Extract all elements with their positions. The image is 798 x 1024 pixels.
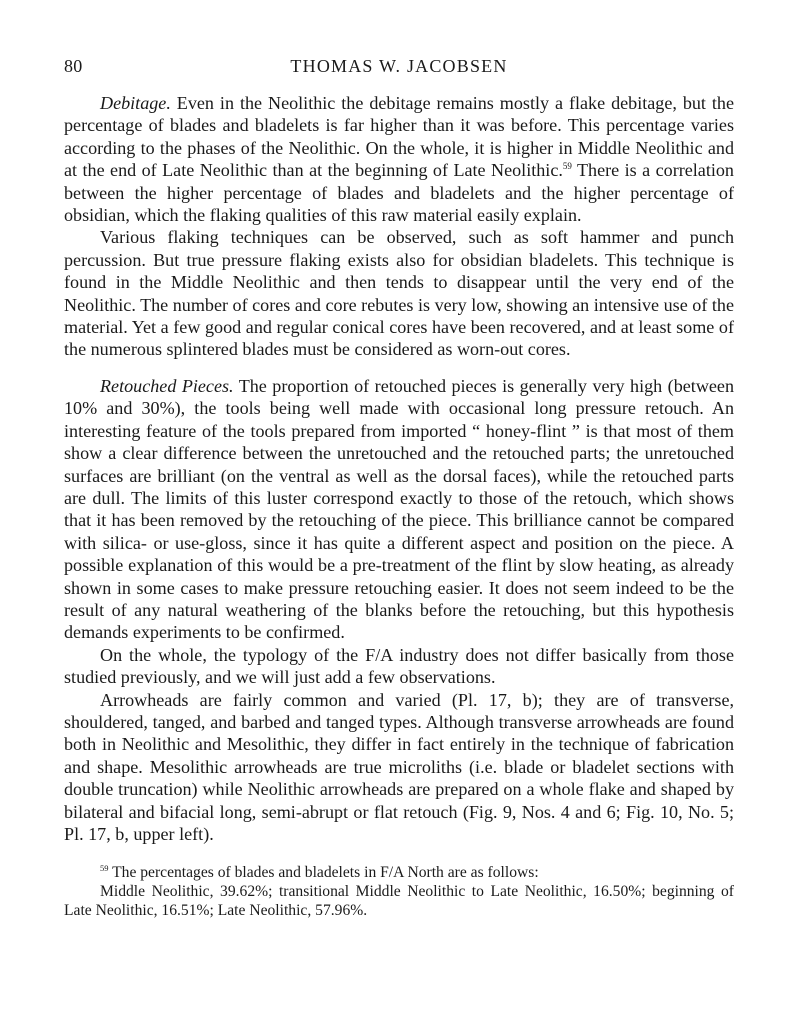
page [64,56,734,920]
footnotes [64,863,734,920]
body-text [64,92,734,845]
footnote-59-line1 [64,863,734,882]
debitage-text-a: Even in the Neolithic the debitage remains mostly a flake debitage, but the percentage of blades and bladelets is far higher than it was before. This percentage varies according to the phases of the Neolithic. On the whole, it is higher in Middle Neolithic and at the end of Late Neolithic than at the beginning of Late Neolithic. [64,93,734,181]
footnote-number: 59 [100,863,109,874]
footnote-text-1: The percentages of blades and bladelets in F/A North are as follows: [108,864,539,882]
paragraph-debitage [64,92,734,226]
debitage-heading: Debitage. [100,93,171,113]
paragraph-typology: On the whole, the typology of the F/A industry does not differ basically from those studied previously, and we will just add a few observations. [64,644,734,688]
debitage-text-b: There is a correlation between the higher percentage of blades and bladelets and the higher percentage of obsidian, which the flaking qualities of this raw material easily explain. [64,160,734,226]
paragraph-flaking: Various flaking techniques can be observed, such as soft hammer and punch percussion. But true pressure flaking exists also for obsidian bladelets. This technique is found in the Middle Neolithic and then tends to disappear until the very end of the Neolithic. The number of cores and core rebutes is very low, showing an intensive use of the material. Yet a few good and regular conical cores have been recovered, and at least some of the numerous splintered blades must be considered as worn-out cores. [64,227,734,360]
paragraph-arrowheads: Arrowheads are fairly common and varied (Pl. 17, b); they are of transverse, shouldered, tanged, and barbed and tanged types. Although transverse arrowheads are found both in Neolithic and Mesolithic, they differ in fact entirely in the technique of fabrication and shape. Mesolithic arrowheads are true microliths (i.e. blade or bladelet sections with double truncation) while Neolithic arrowheads are prepared on a whole flake and shaped by bilateral and bifacial long, semi-abrupt or flat retouch (Fig. 9, Nos. 4 and 6; Fig. 10, No. 5; Pl. 17, b, upper left). [64,689,734,844]
running-head-author: THOMAS W. JACOBSEN [290,56,508,76]
footnote-59-line2: Middle Neolithic, 39.62%; transitional Middle Neolithic to Late Neolithic, 16.50%; beginning of Late Neolithic, 16.51%; Late Neolithic, 57.96%. [64,883,734,920]
retouched-text: The proportion of retouched pieces is generally very high (between 10% and 30%), the tools being well made with occasional long pressure retouch. An interesting feature of the tools prepared from imported “ honey-flint ” is that most of them show a clear difference between the unretouched and the retouched parts; the unretouched surfaces are brilliant (on the ventral as well as the dorsal faces), while the retouched parts are dull. The limits of this luster correspond exactly to those of the retouch, which shows that it has been removed by the retouching of the piece. This brilliance cannot be compared with silica- or use-gloss, since it has quite a different aspect and position on the piece. A possible explanation of this would be a pre-treatment of the flint by slow heating, as already shown in some cases to make pressure retouching easier. It does not seem indeed to be the result of any natural weathering of the blanks before the retouching, but this hypothesis demands experiments to be confirmed. [64,375,734,643]
paragraph-retouched-pieces [64,375,734,644]
retouched-heading: Retouched Pieces. [100,375,234,396]
running-header [64,56,734,86]
page-number: 80 [64,56,83,76]
footnote-reference[interactable]: 59 [562,161,572,172]
